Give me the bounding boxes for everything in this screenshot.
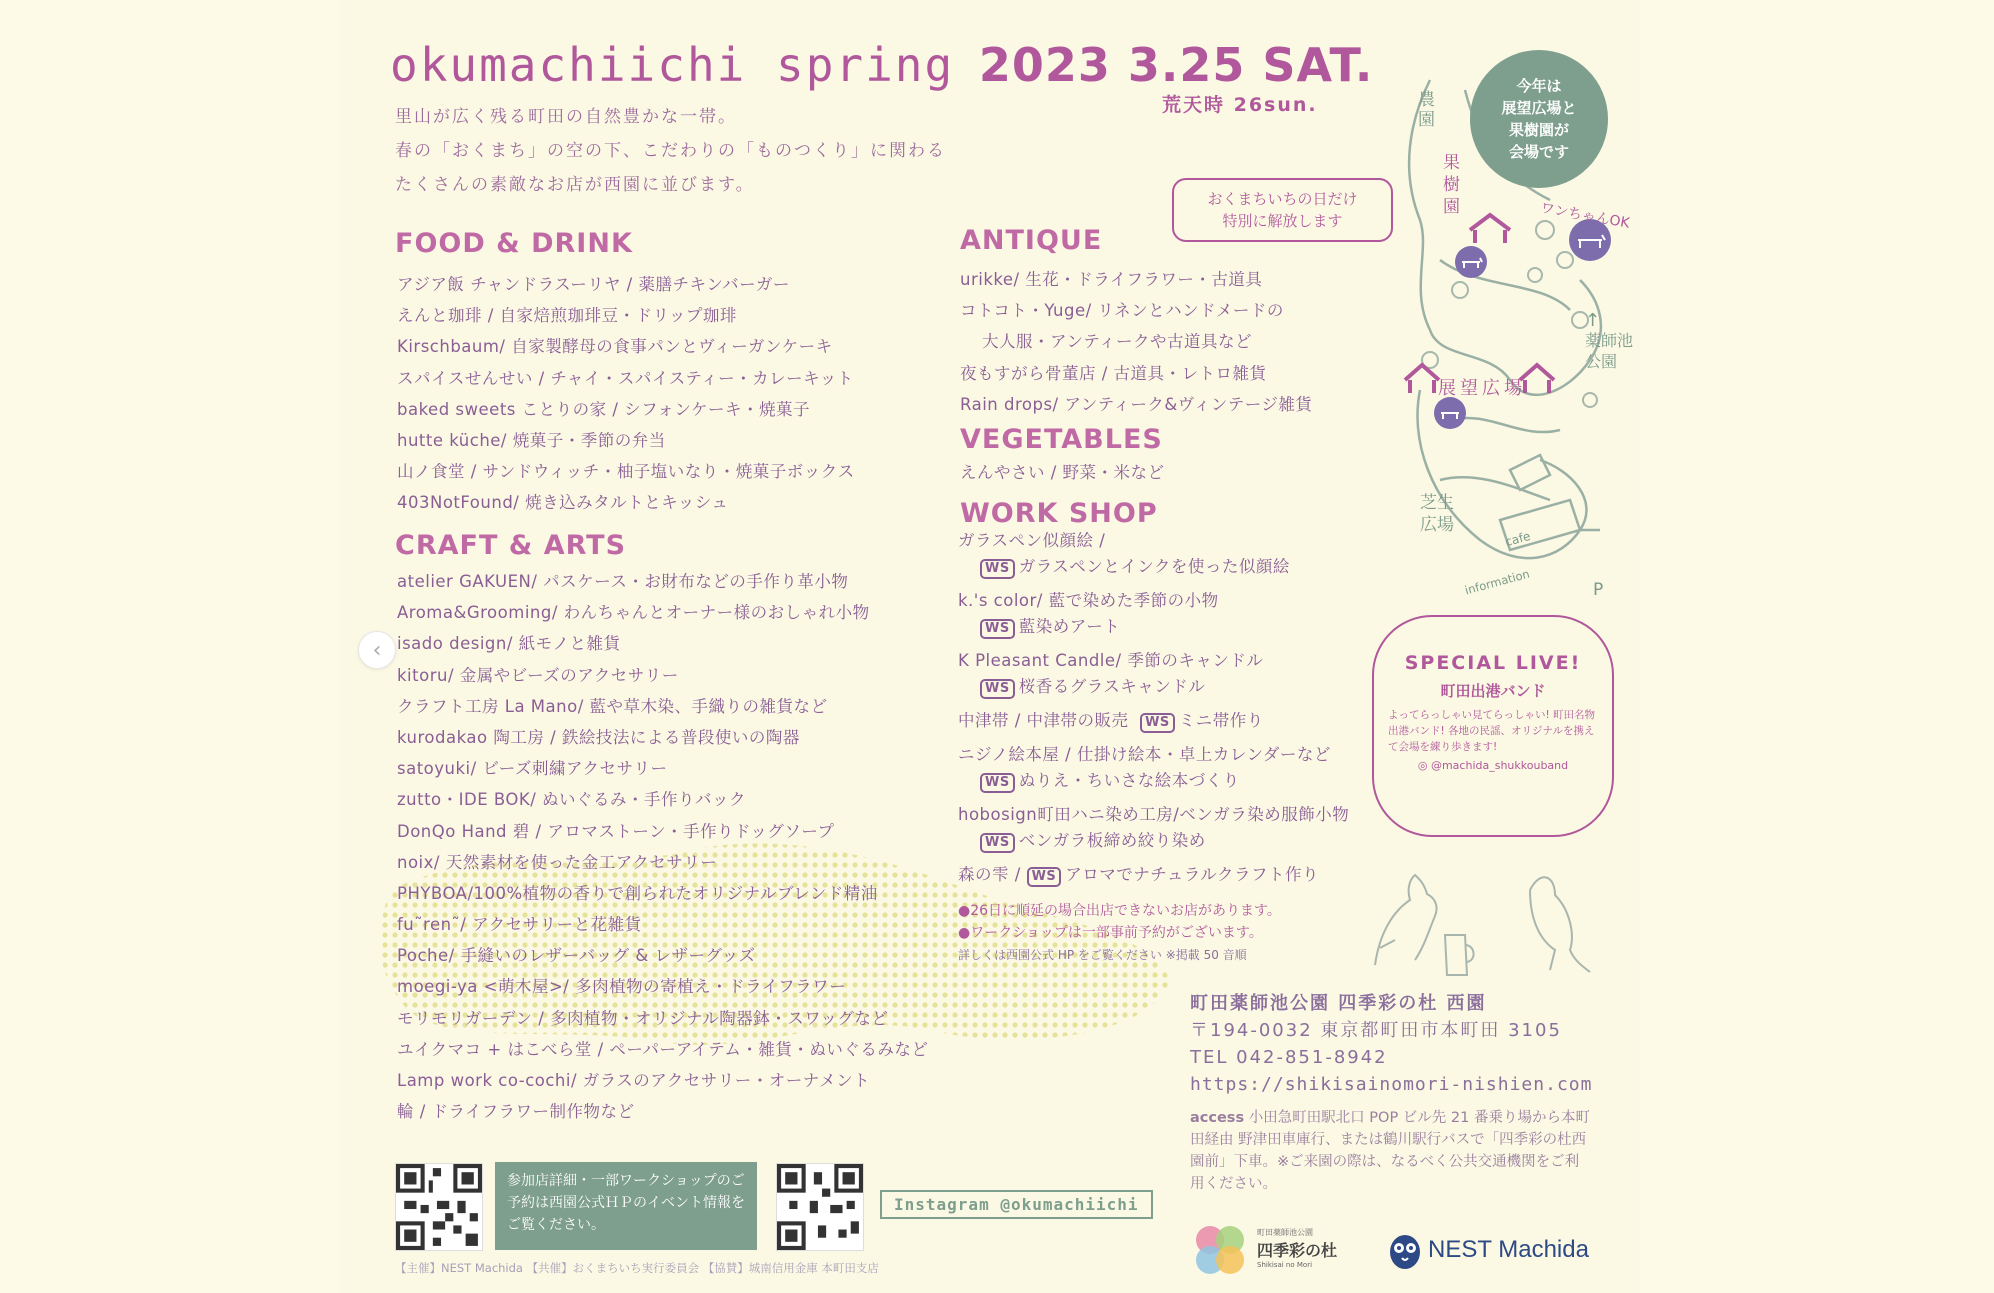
map-label-orchard: 果樹園 xyxy=(1443,153,1460,217)
access-info xyxy=(1190,1107,1590,1195)
list-item: 大人服・アンティークや古道具など xyxy=(982,332,1253,352)
instagram-link[interactable]: Instagram @okumachiichi xyxy=(880,1190,1153,1219)
list-item: isado design/ 紙モノと雑貨 xyxy=(397,634,621,654)
venue-address: 〒194-0032 東京都町田市本町田 3105 xyxy=(1190,1020,1562,1041)
note-line: おくまちいちの日だけ xyxy=(1207,190,1358,208)
list-item: k.'s color/ 藍で染めた季節の小物 xyxy=(958,591,1219,610)
list-item: 山ノ食堂 / サンドウィッチ・柚子塩いなり・焼菓子ボックス xyxy=(397,462,855,482)
list-item xyxy=(958,708,1349,742)
ws-text: ぬりえ・ちいさな絵本づくり xyxy=(1018,771,1240,790)
ws-badge: WS xyxy=(980,619,1015,639)
live-instagram-handle: @machida_shukkouband xyxy=(1430,759,1569,772)
workshop-heading: WORK SHOP xyxy=(960,498,1158,529)
bubble-line: 会場です xyxy=(1508,143,1569,161)
live-heading: SPECIAL LIVE! xyxy=(1404,652,1582,674)
ws-badge: WS xyxy=(980,679,1015,699)
ws-badge: WS xyxy=(980,773,1015,793)
ws-text: 藍染めアート xyxy=(1018,617,1121,636)
ws-badge: WS xyxy=(980,559,1015,579)
bubble-line: 果樹園が xyxy=(1508,121,1569,139)
intro-line: 里山が広く残る町田の自然豊かな一帯。 xyxy=(395,107,737,127)
bubble-line: 展望広場と xyxy=(1501,99,1577,117)
event-name: okumachiichi spring xyxy=(390,38,955,92)
list-item: Lamp work co-cochi/ ガラスのアクセサリー・オーナメント xyxy=(397,1071,871,1090)
list-item: えんやさい / 野菜・米など xyxy=(960,463,1165,482)
list-item: hobosign町田ハニ染め工房/ベンガラ染め服飾小物 xyxy=(958,805,1350,824)
venue-tel: TEL 042-851-8942 xyxy=(1190,1047,1388,1068)
list-item: えんと珈琲 / 自家焙煎珈琲豆・ドリップ珈琲 xyxy=(397,306,737,326)
list-item: ユイクマコ + はこべら堂 / ペーパーアイテム・雑貨・ぬいぐるみなど xyxy=(397,1039,929,1059)
list-item: moegi-ya <萌木屋>/ 多肉植物の寄植え・ドライフラワー xyxy=(397,977,847,997)
workshop-detail xyxy=(958,674,1349,708)
map-label-pond-park: 薬師池公園 xyxy=(1585,331,1634,371)
map-label-information: information xyxy=(1463,566,1532,598)
map-label-dog-ok: ワンちゃんOK xyxy=(1539,200,1631,232)
ws-shop: 森の雫 / xyxy=(958,865,1021,884)
list-item: ガラスペン似顔絵 / xyxy=(958,531,1106,550)
food-list xyxy=(397,269,855,519)
rain-date: 荒天時 26sun. xyxy=(1162,94,1318,116)
antique-heading: ANTIQUE xyxy=(960,225,1103,256)
venue-name: 町田薬師池公園 四季彩の杜 西園 xyxy=(1190,993,1487,1014)
credits: 【主催】NEST Machida 【共催】おくまちいち実行委員会 【協賛】城南信用金庫 本町田支店 xyxy=(395,1261,879,1275)
list-item: fu˜ren˜/ アクセサリーと花雑貨 xyxy=(397,915,642,935)
workshop-detail xyxy=(958,554,1349,588)
workshop-detail xyxy=(958,614,1349,648)
ws-text: 桜香るグラスキャンドル xyxy=(1018,677,1206,696)
logo-roman-text: Shikisai no Mori xyxy=(1257,1261,1313,1269)
access-text: 小田急町田駅北口 POP ビル先 21 番乗り場から本町田経由 野津田車庫行、または鶴川駅行バスで「四季彩の杜西園前」下車。※ご来園の際は、なるべく公共交通機関をご利用ください。 xyxy=(1190,1110,1590,1192)
special-live-bubble xyxy=(1372,615,1614,837)
note-line: 特別に解放します xyxy=(1222,212,1343,230)
list-item: 夜もすがら骨董店 / 古道具・レトロ雑貨 xyxy=(960,363,1267,383)
list-item: ニジノ絵本屋 / 仕掛け絵本・卓上カレンダーなど xyxy=(958,745,1331,764)
qr-note: 参加店詳細・一部ワークショップのご予約は西園公式ＨＰのイベント情報をご覧ください。 xyxy=(495,1162,757,1250)
logo-top-text: 町田薬師池公園 xyxy=(1257,1228,1313,1237)
list-item xyxy=(958,862,1349,892)
event-title xyxy=(390,38,1373,92)
list-item: urikke/ 生花・ドライフラワー・古道具 xyxy=(960,270,1263,289)
special-open-note xyxy=(1172,178,1393,242)
bubble-line: 今年は xyxy=(1516,77,1562,95)
note-line: 詳しくは西園公式 HP をご覧ください ※掲載 50 音順 xyxy=(958,948,1247,962)
map-label-parking: P xyxy=(1593,580,1604,600)
list-item: アジア飯 チャンドラスーリヤ / 薬膳チキンバーガー xyxy=(397,275,790,294)
workshop-detail xyxy=(958,768,1349,802)
list-item: クラフト工房 La Mano/ 藍や草木染、手織りの雑貨など xyxy=(397,696,828,716)
list-item: Aroma&Grooming/ わんちゃんとオーナー様のおしゃれ小物 xyxy=(397,603,870,623)
arrow-up-icon: ↑ xyxy=(1585,310,1601,331)
list-item: kurodakao 陶工房 / 鉄絵技法による普段使いの陶器 xyxy=(397,727,800,747)
vegetables-heading: VEGETABLES xyxy=(960,424,1163,455)
ws-text: ミニ帯作り xyxy=(1178,711,1264,730)
map-label-lawn: 芝生広場 xyxy=(1420,493,1454,535)
list-item: Kirschbaum/ 自家製酵母の食事パンとヴィーガンケーキ xyxy=(397,337,833,357)
list-item: スパイスせんせい / チャイ・スパイスティー・カレーキット xyxy=(397,368,854,388)
ws-text: ベンガラ板締め絞り染め xyxy=(1018,831,1206,850)
list-item: 403NotFound/ 焼き込みタルトとキッシュ xyxy=(397,493,729,513)
event-date: 2023 3.25 SAT. xyxy=(978,38,1374,92)
venue-info xyxy=(1190,990,1592,1098)
list-item: zutto・IDE BOK/ ぬいぐるみ・手作りバック xyxy=(397,790,747,810)
intro-text xyxy=(395,100,946,202)
workshop-detail xyxy=(958,828,1349,862)
list-item: コトコト・Yuge/ リネンとハンドメードの xyxy=(960,301,1284,321)
workshop-list xyxy=(958,528,1349,892)
food-heading: FOOD & DRINK xyxy=(395,228,633,259)
nest-owl-icon xyxy=(1388,1230,1422,1270)
note-line: ●26日に順延の場合出店できないお店があります。 xyxy=(958,903,1281,919)
list-item: 輪 / ドライフラワー制作物など xyxy=(397,1102,635,1122)
list-item: noix/ 天然素材を使った金工アクセサリー xyxy=(397,852,718,872)
chevron-left-icon: ‹ xyxy=(372,637,382,663)
list-item: kitoru/ 金属やビーズのアクセサリー xyxy=(397,665,679,685)
list-item: Poche/ 手縫いのレザーバッグ & レザーグッズ xyxy=(397,946,756,966)
carousel-prev-button[interactable] xyxy=(358,631,396,669)
craft-heading: CRAFT & ARTS xyxy=(395,530,627,561)
venue-url[interactable]: https://shikisainomori-nishien.com xyxy=(1190,1074,1593,1095)
list-item: モリモリガーデン / 多肉植物・オリジナル陶器鉢・スワッグなど xyxy=(397,1008,889,1028)
intro-line: たくさんの素敵なお店が西園に並びます。 xyxy=(395,175,755,195)
nest-logo: NEST Machida xyxy=(1428,1236,1589,1263)
ws-shop: 中津帯 / 中津帯の販売 xyxy=(958,711,1129,730)
qr-code-right xyxy=(776,1163,864,1251)
list-item: baked sweets ことりの家 / シフォンケーキ・焼菓子 xyxy=(397,399,811,419)
intro-line: 春の「おくまち」の空の下、こだわりの「ものつくり」に関わる xyxy=(395,141,946,161)
list-item: DonQo Hand 碧 / アロマストーン・手作りドッグソープ xyxy=(397,821,835,841)
shikisai-logo-icon xyxy=(1190,1220,1252,1282)
ws-text: ガラスペンとインクを使った似顔絵 xyxy=(1018,557,1290,576)
craft-list xyxy=(397,566,928,1127)
access-label: access xyxy=(1190,1110,1245,1126)
sketch-illustration xyxy=(1355,850,1605,980)
map-label-lookout: 展望広場 xyxy=(1438,378,1526,399)
live-description: よってらっしゃい見てらっしゃい! 町田名物出港バンド! 各地の民謡、オリジナルを携えて会場を練り歩きます! xyxy=(1388,709,1596,753)
notes xyxy=(958,900,1281,966)
shikisai-logo xyxy=(1257,1227,1337,1269)
logo-main-text: 四季彩の杜 xyxy=(1257,1241,1338,1260)
map-label-farm: 農園 xyxy=(1418,90,1435,130)
list-item: PHYBOA/100%植物の香りで創られたオリジナルブレンド精油 xyxy=(397,883,878,903)
ws-badge: WS xyxy=(980,833,1015,853)
antique-list xyxy=(960,264,1312,420)
instagram-icon: ◎ xyxy=(1417,759,1428,772)
vegetables-list xyxy=(960,457,1165,488)
ws-text: アロマでナチュラルクラフト作り xyxy=(1065,865,1319,884)
list-item: K Pleasant Candle/ 季節のキャンドル xyxy=(958,651,1264,670)
live-band: 町田出港バンド xyxy=(1440,682,1546,700)
flyer xyxy=(340,0,1640,1293)
map-label-cafe: cafe xyxy=(1503,528,1532,550)
list-item: atelier GAKUEN/ パスケース・お財布などの手作り革小物 xyxy=(397,572,849,591)
ws-badge: WS xyxy=(1140,713,1175,733)
note-line: ●ワークショップは一部事前予約がございます。 xyxy=(958,925,1263,941)
ws-badge: WS xyxy=(1027,867,1062,887)
live-instagram xyxy=(1374,759,1612,772)
list-item: Rain drops/ アンティーク&ヴィンテージ雑貨 xyxy=(960,394,1313,414)
qr-code-left xyxy=(395,1163,483,1251)
list-item: hutte küche/ 焼菓子・季節の弁当 xyxy=(397,430,666,450)
list-item: satoyuki/ ビーズ刺繍アクセサリー xyxy=(397,759,668,779)
venue-bubble xyxy=(1470,50,1608,188)
